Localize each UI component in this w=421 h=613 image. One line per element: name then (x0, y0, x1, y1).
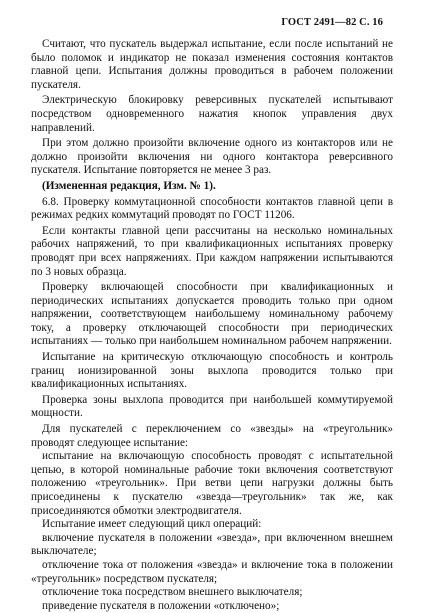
paragraph: Испытание имеет следующий цикл операций: (42, 518, 262, 531)
paragraph: Если контакты главной цепи рассчитаны на несколько номинальных рабочих напряжений, то при квалификационных испытаниях проверку проводят при всех напряжениях. При каждом напряжении испытываются по 3 новых образца. (31, 224, 393, 278)
paragraph: испытание на включающую способность проводят с испытательной цепью, в которой номинальные рабочие токи включения соответствуют положению «треугольник». При ветви цепи нагрузки должны быть присоединены к пускателю «звезда—треугольник» так же, как присоединяются обмотки электродвигателя. (31, 450, 393, 517)
paragraph: Проверку включающей способности при квалификационных и периодических испытаниях допускается проводить только при одном напряжении, соответствующем наибольшему номинальному рабочему току, а проверку отключающей способности при периодических испытаниях — только при наибольшем номинальном рабочем напряжении. (31, 281, 393, 348)
amendment-note: (Измененная редакция, Изм. № 1). (42, 179, 216, 192)
paragraph: Проверка зоны выхлопа проводится при наибольшей коммутируемой мощности. (31, 393, 393, 420)
page-header: ГОСТ 2491—82 С. 16 (281, 17, 383, 28)
paragraph: Для пускателей с переключением со «звезды» на «треугольник» проводят следующее испытание: (31, 423, 393, 449)
section-heading-paragraph: 6.8. Проверку коммутационной способности контактов главной цепи в режимах редких коммутаций проводят по ГОСТ 11206. (31, 195, 393, 222)
list-item: отключение тока от положения «звезда» и включение тока в положении «треугольник» посредством пускателя; (31, 558, 393, 585)
list-item: приведение пускателя в положении «отключено»; (42, 599, 280, 612)
paragraph: При этом должно произойти включение одного из контакторов или не должно произойти включения ни одного контактора реверсивного пускателя. Испытание повторяется не менее 3 раз. (31, 137, 393, 177)
list-item: отключение тока посредством внешнего выключателя; (42, 586, 303, 599)
document-body (31, 38, 393, 613)
list-item: включение пускателя в положении «звезда», при включенном внешнем выключателе; (31, 531, 393, 558)
paragraph: Считают, что пускатель выдержал испытание, если после испытаний не было поломок и индикатор не показал изменения состояния контактов главной цепи. Испытания должны проводиться в рабочем положении пускателя. (31, 38, 393, 91)
paragraph: Электрическую блокировку реверсивных пускателей испытывают посредством одновременного нажатия кнопок управления двух направлений. (31, 94, 393, 134)
paragraph: Испытание на критическую отключающую способность и контроль границ ионизированной зоны выхлопа проводится только при квалификационных испытаниях. (31, 351, 393, 391)
